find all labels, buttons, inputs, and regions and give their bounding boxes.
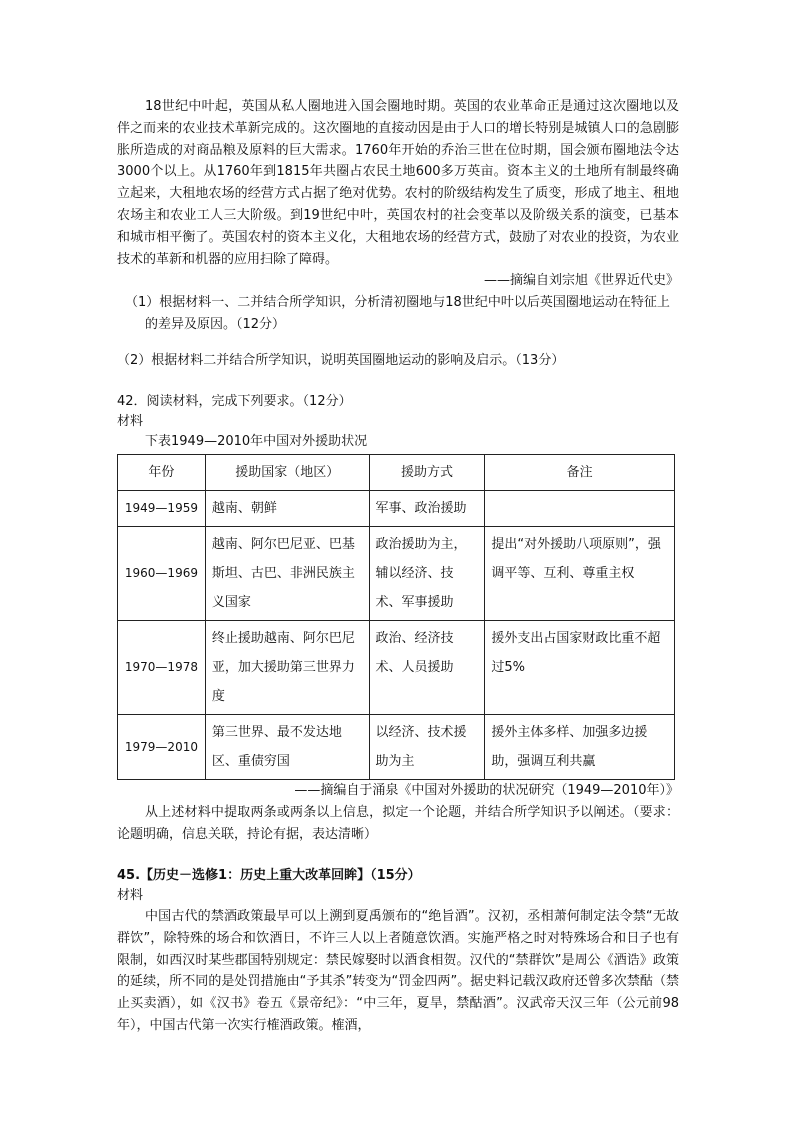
table-source: ——摘编自于涌泉《中国对外援助的状况研究（1949—2010年）》 — [294, 783, 679, 799]
table-row — [118, 527, 675, 621]
table-row — [118, 491, 675, 527]
row-note: 援外支出占国家财政比重不超过5% — [485, 621, 675, 715]
row-countries: 越南、朝鲜 — [205, 491, 369, 527]
table-row — [118, 715, 675, 780]
row-note — [485, 491, 675, 527]
material-source: ——摘编自刘宗旭《世界近代史》 — [483, 273, 679, 289]
question-1: （1）根据材料一、二并结合所学知识，分析清初圈地与18世纪中叶以后英国圈地运动在特征上的差异及原因。（12分） — [125, 295, 670, 333]
material-paragraph: 18世纪中叶起，英国从私人圈地进入国会圈地时期。英国的农业革命正是通过这次圈地以及伴之而来的农业技术革新完成的。这次圈地的直接动因是由于人口的增长特别是城镇人口的急剧膨胀所造成的对商品粮及原料的巨大需求。1760年开始的乔治三世在位时期，国会颁布圈地法令达3000个以上。从1760年到1815年共圈占农民土地600多万英亩。资本主义的土地所有制最终确立起来，大租地农场的经营方式占据了绝对优势。农村的阶级结构发生了质变，形成了地主、租地农场主和农业工人三大阶级。到19世纪中叶，英国农村的社会变革以及阶级关系的演变，已基本和城市相平衡了。英国农村的资本主义化，大租地农场的经营方式，鼓励了对农业的投资，为农业技术的革新和机器的应用扫除了障碍。 — [117, 99, 679, 267]
row-method: 军事、政治援助 — [369, 491, 485, 527]
row-countries: 越南、阿尔巴尼亚、巴基斯坦、古巴、非洲民族主义国家 — [205, 527, 369, 621]
table-caption: 下表1949—2010年中国对外援助状况 — [145, 434, 368, 450]
header-year: 年份 — [118, 455, 206, 491]
material-paragraph: 中国古代的禁酒政策最早可以上溯到夏禹颁布的“绝旨酒”。汉初，丞相萧何制定法令禁“无故群饮”，除特殊的场合和饮酒日，不许三人以上者随意饮酒。实施严格之时对特殊场合和日子也有限制，如西汉时某些郡国特别规定：禁民嫁娶时以酒食相贺。汉代的“禁群饮”是周公《酒诰》政策的延续，所不同的是处罚措施由“予其杀”转变为“罚金四两”。据史料记载汉政府还曾多次禁酤（禁止买卖酒），如《汉书》卷五《景帝纪》：“中三年，夏旱，禁酤酒”。汉武帝天汉三年（公元前98年），中国古代第一次实行榷酒政策。榷酒， — [117, 908, 679, 1033]
header-note: 备注 — [485, 455, 675, 491]
row-method: 以经济、技术援助为主 — [369, 715, 485, 780]
row-method: 政治援助为主，辅以经济、技术、军事援助 — [369, 527, 485, 621]
row-year: 1949—1959 — [118, 491, 206, 527]
foreign-aid-table — [117, 454, 675, 780]
question-42-heading: 42．阅读材料，完成下列要求。（12分） — [117, 394, 352, 410]
table-row — [118, 621, 675, 715]
material-label: 材料 — [117, 414, 144, 430]
header-countries: 援助国家（地区） — [205, 455, 369, 491]
question-45-heading: 45.【历史－选修1：历史上重大改革回眸】（15分） — [117, 867, 421, 883]
question-2: （2）根据材料二并结合所学知识，说明英国圈地运动的影响及启示。（13分） — [117, 353, 565, 369]
document-page — [117, 96, 679, 1037]
row-method: 政治、经济技术、人员援助 — [369, 621, 485, 715]
row-countries: 第三世界、最不发达地区、重债穷国 — [205, 715, 369, 780]
row-year: 1970—1978 — [118, 621, 206, 715]
row-note: 提出“对外援助八项原则”，强调平等、互利、尊重主权 — [485, 527, 675, 621]
row-note: 援外主体多样、加强多边援助，强调互利共赢 — [485, 715, 675, 780]
material-label: 材料 — [117, 887, 144, 903]
header-method: 援助方式 — [369, 455, 485, 491]
row-year: 1960—1969 — [118, 527, 206, 621]
row-countries: 终止援助越南、阿尔巴尼亚，加大援助第三世界力度 — [205, 621, 369, 715]
row-year: 1979—2010 — [118, 715, 206, 780]
table-header-row — [118, 455, 675, 491]
question-42-instruction: 从上述材料中提取两条或两条以上信息，拟定一个论题，并结合所学知识予以阐述。（要求：论题明确，信息关联，持论有据，表达清晰） — [117, 805, 679, 843]
